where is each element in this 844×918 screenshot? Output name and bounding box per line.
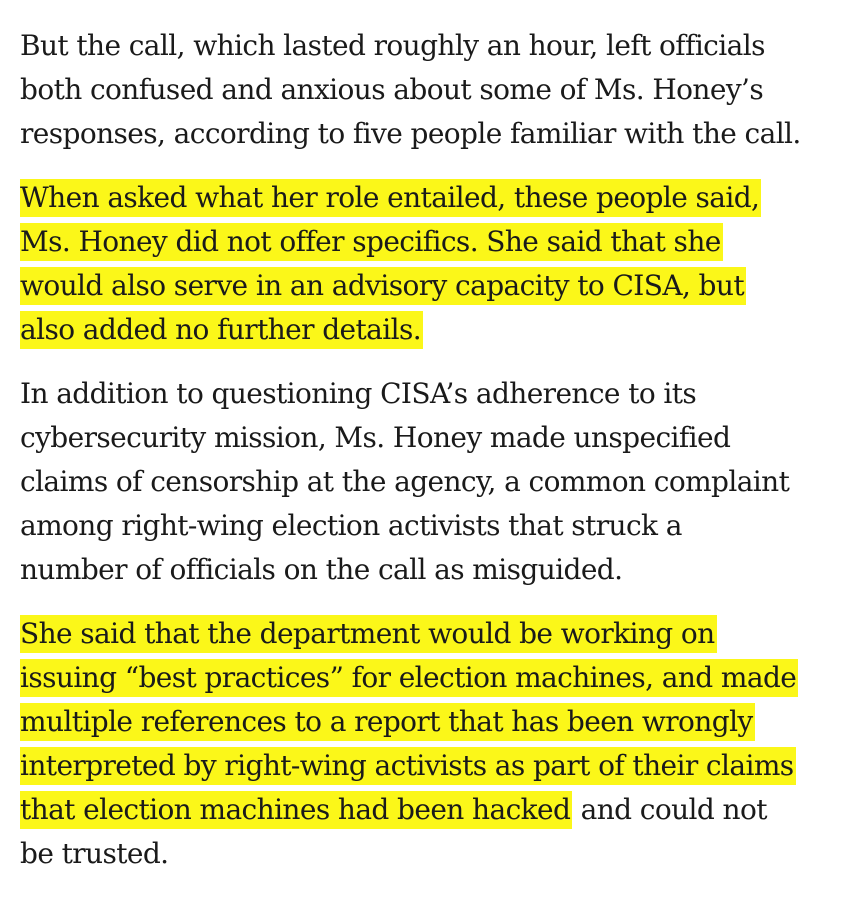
paragraph-line — [20, 24, 840, 68]
paragraph-line — [20, 68, 840, 112]
paragraph-call-reaction — [20, 24, 840, 156]
highlighted-text: When asked what her role entailed, these people said, — [20, 179, 761, 217]
article-body — [20, 24, 840, 896]
paragraph-line — [20, 548, 840, 592]
line-text: In addition to questioning CISA’s adherence to its — [20, 377, 697, 410]
highlighted-text: Ms. Honey did not offer specifics. She said that she — [20, 223, 723, 261]
line-text: and could not — [572, 793, 767, 826]
line-text: cybersecurity mission, Ms. Honey made unspecified — [20, 421, 731, 454]
paragraph-line — [20, 744, 840, 788]
highlighted-text: interpreted by right-wing activists as part of their claims — [20, 747, 796, 785]
paragraph-line — [20, 788, 840, 832]
highlighted-text: also added no further details. — [20, 311, 423, 349]
line-text: both confused and anxious about some of Ms. Honey’s — [20, 73, 764, 106]
line-text: responses, according to five people familiar with the call. — [20, 117, 801, 150]
paragraph-line — [20, 460, 840, 504]
paragraph-line — [20, 112, 840, 156]
line-text: among right-wing election activists that struck a — [20, 509, 682, 542]
highlighted-text: She said that the department would be working on — [20, 615, 717, 653]
line-text: be trusted. — [20, 837, 169, 870]
highlighted-text: multiple references to a report that has been wrongly — [20, 703, 755, 741]
paragraph-line — [20, 504, 840, 548]
paragraph-censorship-claims — [20, 372, 840, 592]
paragraph-best-practices-highlighted — [20, 612, 840, 876]
line-text: number of officials on the call as misguided. — [20, 553, 623, 586]
paragraph-line — [20, 176, 840, 220]
line-text: claims of censorship at the agency, a common complaint — [20, 465, 790, 498]
paragraph-line — [20, 832, 840, 876]
paragraph-line — [20, 220, 840, 264]
line-text: But the call, which lasted roughly an hour, left officials — [20, 29, 765, 62]
paragraph-line — [20, 700, 840, 744]
paragraph-role-highlighted — [20, 176, 840, 352]
paragraph-line — [20, 612, 840, 656]
paragraph-line — [20, 416, 840, 460]
paragraph-line — [20, 372, 840, 416]
highlighted-text: that election machines had been hacked — [20, 791, 572, 829]
paragraph-line — [20, 308, 840, 352]
paragraph-line — [20, 264, 840, 308]
highlighted-text: would also serve in an advisory capacity to CISA, but — [20, 267, 746, 305]
highlighted-text: issuing “best practices” for election machines, and made — [20, 659, 798, 697]
paragraph-line — [20, 656, 840, 700]
